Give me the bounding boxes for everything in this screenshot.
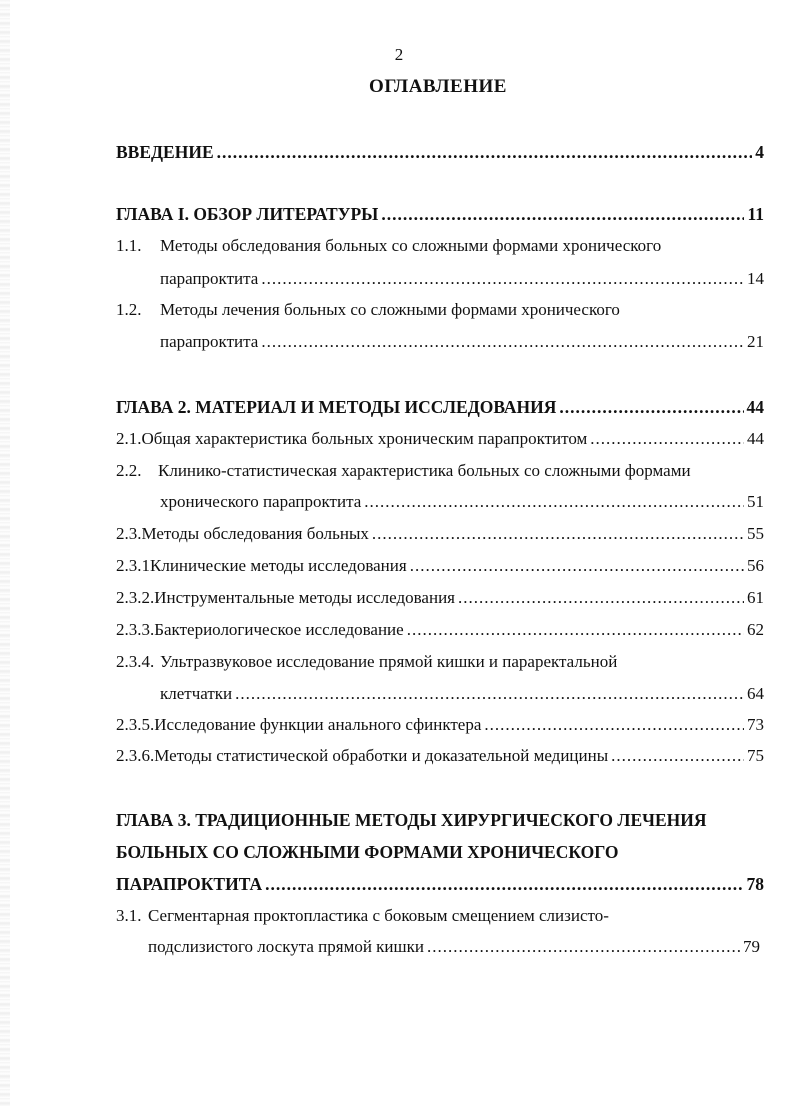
toc-page-number: 14: [747, 269, 764, 288]
toc-page-number: 44: [747, 429, 764, 448]
leader-dots: [364, 490, 744, 514]
leader-dots: [381, 202, 744, 226]
toc-entry-text: Методы обследования больных: [141, 524, 369, 543]
toc-page-number: 56: [747, 556, 764, 575]
leader-dots: [235, 682, 744, 706]
toc-entry-text: ГЛАВА I. ОБЗОР ЛИТЕРАТУРЫ: [116, 204, 379, 224]
toc-page-number: 61: [747, 588, 764, 607]
toc-entry-text: БОЛЬНЫХ СО СЛОЖНЫМИ ФОРМАМИ ХРОНИЧЕСКОГО: [116, 842, 619, 862]
toc-entry-2-3-1[interactable]: [116, 554, 764, 578]
toc-entry-1-1-cont[interactable]: [160, 267, 764, 291]
toc-entry-2-3-3[interactable]: [116, 618, 764, 642]
toc-entry-2-2[interactable]: [116, 459, 691, 483]
section-number: 2.3.3.: [116, 620, 155, 639]
leader-dots: [590, 427, 744, 451]
toc-page-number: 64: [747, 684, 764, 703]
toc-entry-text: клетчатки: [160, 684, 233, 703]
toc-page-number: 21: [747, 332, 764, 351]
leader-dots: [265, 872, 743, 896]
leader-dots: [559, 395, 743, 419]
toc-entry-1-2[interactable]: [116, 298, 620, 322]
toc-entry-text: Методы статистической обработки и доказательной медицины: [154, 746, 609, 765]
section-number: 1.1.: [116, 236, 142, 255]
toc-entry-text: Методы лечения больных со сложными формами хронического: [160, 300, 620, 319]
toc-entry-intro[interactable]: [116, 140, 764, 164]
scan-edge: [0, 0, 10, 1106]
toc-entry-2-3-2[interactable]: [116, 586, 764, 610]
toc-entry-1-1[interactable]: [116, 234, 661, 258]
toc-entry-text: ПАРАПРОКТИТА: [116, 874, 263, 894]
toc-entry-text: хронического парапроктита: [160, 492, 362, 511]
section-number: 1.2.: [116, 300, 142, 319]
toc-entry-chapter-3-end[interactable]: [116, 872, 764, 896]
toc-entry-text: ВВЕДЕНИЕ: [116, 142, 214, 162]
toc-entry-2-3-4-cont[interactable]: [160, 682, 764, 706]
toc-entry-1-2-cont[interactable]: [160, 330, 764, 354]
toc-entry-text: ГЛАВА 3. ТРАДИЦИОННЫЕ МЕТОДЫ ХИРУРГИЧЕСКОГО ЛЕЧЕНИЯ: [116, 810, 707, 830]
toc-title: ОГЛАВЛЕНИЕ: [369, 76, 507, 97]
toc-entry-text: Клинические методы исследования: [150, 556, 407, 575]
toc-entry-chapter-2[interactable]: [116, 395, 764, 419]
toc-page-number: 73: [747, 715, 764, 734]
toc-entry-text: подслизистого лоскута прямой кишки: [148, 937, 424, 956]
leader-dots: [261, 267, 744, 291]
section-number: 2.3.5.: [116, 715, 155, 734]
toc-entry-2-2-cont[interactable]: [160, 490, 764, 514]
section-number: 2.3.4.: [116, 652, 155, 671]
toc-page-number: 51: [747, 492, 764, 511]
section-number: 2.2.: [116, 461, 142, 480]
toc-entry-text: Бактериологическое исследование: [154, 620, 404, 639]
leader-dots: [410, 554, 744, 578]
toc-entry-3-1-cont[interactable]: [148, 935, 760, 959]
toc-entry-text: Методы обследования больных со сложными формами хронического: [160, 236, 662, 255]
toc-entry-2-1[interactable]: [116, 427, 764, 451]
toc-entry-text: Исследование функции анального сфинктера: [154, 715, 482, 734]
leader-dots: [611, 744, 744, 768]
toc-page-number: 44: [746, 397, 764, 417]
toc-entry-2-3-4[interactable]: [116, 650, 617, 674]
leader-dots: [484, 713, 744, 737]
toc-entry-2-3-5[interactable]: [116, 713, 764, 737]
toc-entry-2-3[interactable]: [116, 522, 764, 546]
toc-page-number: 75: [747, 746, 764, 765]
toc-entry-text: парапроктита: [160, 269, 259, 288]
section-number: 3.1.: [116, 906, 142, 925]
toc-page-number: 79: [743, 937, 760, 956]
leader-dots: [372, 522, 744, 546]
toc-entry-text: ГЛАВА 2. МАТЕРИАЛ И МЕТОДЫ ИССЛЕДОВАНИЯ: [116, 397, 557, 417]
leader-dots: [261, 330, 744, 354]
leader-dots: [217, 140, 753, 164]
toc-entry-text: Сегментарная проктопластика с боковым смещением слизисто-: [148, 906, 609, 925]
toc-entry-chapter-1[interactable]: [116, 202, 764, 226]
toc-entry-text: Общая характеристика больных хроническим парапроктитом: [141, 429, 588, 448]
toc-page-number: 62: [747, 620, 764, 639]
toc-page-number: 78: [746, 874, 764, 894]
toc-entry-chapter-3[interactable]: [116, 808, 707, 832]
toc-page-number: 55: [747, 524, 764, 543]
toc-entry-text: парапроктита: [160, 332, 259, 351]
section-number: 2.3.6.: [116, 746, 155, 765]
toc-entry-text: Ультразвуковое исследование прямой кишки и параректальной: [160, 652, 618, 671]
section-number: 2.3.: [116, 524, 142, 543]
section-number: 2.1.: [116, 429, 142, 448]
toc-page-number: 4: [755, 142, 764, 162]
toc-entry-2-3-6[interactable]: [116, 744, 764, 768]
section-number: 2.3.2.: [116, 588, 155, 607]
page-number: 2: [394, 45, 404, 64]
toc-entry-3-1[interactable]: [116, 904, 609, 928]
section-number: 2.3.1: [116, 556, 150, 575]
toc-entry-text: Клинико-статистическая характеристика больных со сложными формами: [158, 461, 691, 480]
leader-dots: [407, 618, 744, 642]
toc-entry-chapter-3-cont[interactable]: [116, 840, 619, 864]
toc-page-number: 11: [747, 204, 764, 224]
toc-entry-text: Инструментальные методы исследования: [154, 588, 455, 607]
leader-dots: [458, 586, 744, 610]
leader-dots: [427, 935, 740, 959]
